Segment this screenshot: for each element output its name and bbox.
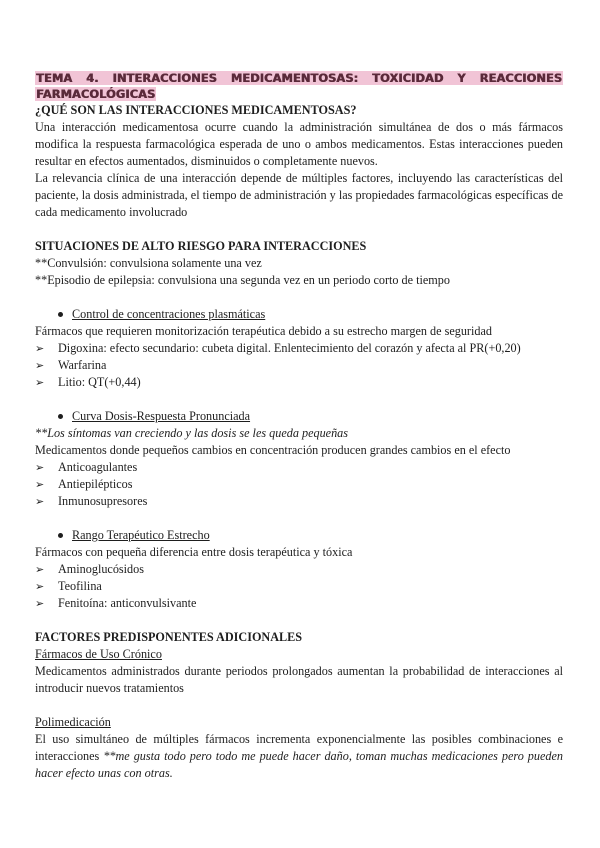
poli-label: Polimedicación	[35, 715, 111, 729]
rango-item-fenitoina: ➢ Fenitoína: anticonvulsivante	[35, 595, 563, 612]
risk-note-epilepsy: **Episodio de epilepsia: convulsiona una segunda vez en un periodo corto de tiempo	[35, 273, 450, 287]
rango-description: Fármacos con pequeña diferencia entre dosis terapéutica y tóxica	[35, 545, 353, 559]
intro-paragraph-2: La relevancia clínica de una interacción depende de múltiples factores, incluyendo las características del paciente, la dosis administrada, el tiempo de administración y las propiedades farmacológicas específicas de cada medicamento involucrado	[35, 171, 563, 219]
document-title	[35, 70, 563, 102]
control-item-warfarina: ➢ Warfarina	[35, 357, 563, 374]
rango-label: Rango Terapéutico Estrecho	[72, 528, 210, 542]
factores-heading: FACTORES PREDISPONENTES ADICIONALES	[35, 630, 303, 644]
poli-description: El uso simultáneo de múltiples fármacos incrementa exponencialmente las posibles combinaciones e interacciones	[35, 732, 563, 763]
bullet-rango-terapeutico	[35, 527, 563, 544]
control-description: Fármacos que requieren monitorización terapéutica debido a su estrecho margen de seguridad	[35, 324, 492, 338]
poli-note: **me gusta todo pero todo me puede hacer daño, toman muchas medicaciones pero pueden hacer efecto unas con otras.	[35, 749, 563, 780]
curva-label: Curva Dosis-Respuesta Pronunciada	[72, 409, 251, 423]
control-item-litio: ➢ Litio: QT(+0,44)	[35, 374, 563, 391]
bullet-control-concentraciones	[35, 306, 563, 323]
rango-item-aminoglucosidos: ➢ Aminoglucósidos	[35, 561, 563, 578]
curva-note: **Los síntomas van creciendo y las dosis se les queda pequeñas	[35, 426, 349, 440]
intro-heading: ¿QUÉ SON LAS INTERACCIONES MEDICAMENTOSAS?	[35, 103, 357, 117]
title-highlight: TEMA 4. INTERACCIONES MEDICAMENTOSAS: TOXICIDAD Y REACCIONES FARMACOLÓGICAS	[36, 71, 562, 101]
curva-item-antiepilepticos: ➢ Antiepilépticos	[35, 476, 563, 493]
control-item-digoxina: ➢ Digoxina: efecto secundario: cubeta digital. Enlentecimiento del corazón y afecta al PR(+0,20)	[35, 340, 563, 357]
document-page	[35, 70, 563, 782]
rango-item-teofilina: ➢ Teofilina	[35, 578, 563, 595]
curva-item-anticoagulantes: ➢ Anticoagulantes	[35, 459, 563, 476]
curva-description: Medicamentos donde pequeños cambios en concentración producen grandes cambios en el efecto	[35, 443, 511, 457]
risk-note-convulsion: **Convulsión: convulsiona solamente una vez	[35, 256, 262, 270]
control-label: Control de concentraciones plasmáticas	[72, 307, 266, 321]
cronico-label: Fármacos de Uso Crónico	[35, 647, 162, 661]
intro-paragraph-1: Una interacción medicamentosa ocurre cuando la administración simultánea de dos o más fármacos modifica la respuesta farmacológica esperada de uno o ambos medicamentos. Estas interacciones pueden resultar en efectos aumentados, disminuidos o completamente nuevos.	[35, 120, 563, 168]
cronico-description: Medicamentos administrados durante periodos prolongados aumentan la probabilidad de interacciones al introducir nuevos tratamientos	[35, 664, 563, 695]
curva-item-inmunosupresores: ➢ Inmunosupresores	[35, 493, 563, 510]
bullet-curva-dosis	[35, 408, 563, 425]
risk-heading: SITUACIONES DE ALTO RIESGO PARA INTERACCIONES	[35, 239, 367, 253]
poli-paragraph	[35, 731, 563, 782]
